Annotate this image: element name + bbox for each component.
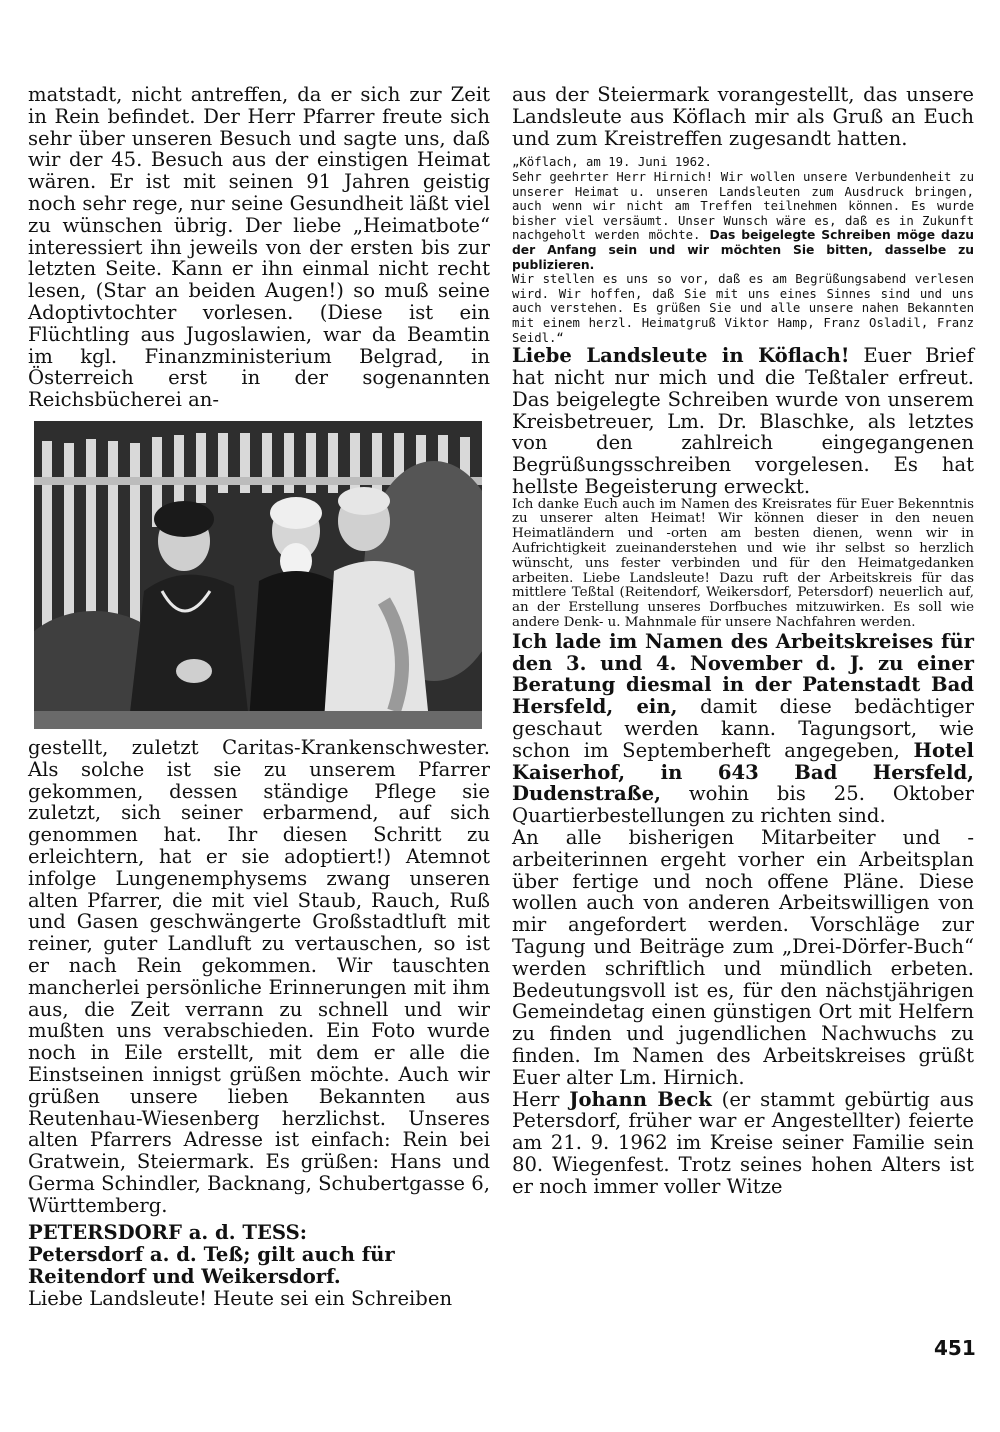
birthday-text: (er stammt gebürtig aus Petersdorf, früher war er Angestellter) feierte am 21. 9. 1962 im Kreise seiner Familie sein 80. Wiegenfest. Trotz seines hohen Alters ist er noch immer voller Witze [512,1087,974,1198]
letter-body [512,170,974,272]
letter-text: Sehr geehrter Herr Hirnich! Wir wollen unsere Verbundenheit zu unserer Heimat u. unseren Landsleuten zum Ausdruck bringen, auch wenn wir nicht am Treffen teilnehmen können. Es wurde bisher viel versäumt. Unser Wunsch wäre es, daß es in Zukunft nachgeholt werden möchte. [512,169,974,243]
thanks-paragraph: Ich danke Euch auch im Namen des Kreisrates für Euer Bekenntnis zu unserer alten Heimat! Wir können dieser in den neuen Heimatländern und -orten am besten dienen, wenn wir in Aufrichtigkeit zueinanderstehen und wie ihr selbst so herzlich wünscht, uns fester verbinden und für den Heimatgedanken arbeiten. Liebe Landsleute! Dazu ruft der Arbeitskreis für das mittlere Teßtal (Reitendorf, Weikersdorf, Petersdorf) neuerlich auf, an der Erstellung unseres Dorfbuches mitzuwirken. Es soll wie andere Denk- u. Mahnmale für unsere Nachfahren werden. [512,496,974,631]
reply-text: Euer Brief hat nicht nur mich und die Teßtaler erfreut. Das beigelegte Schreiben wurde von unserem Kreisbetreuer, Lm. Dr. Blaschke, als letztes von den zahlreich eingegangenen Begrüßungsschreiben vorgelesen. Es hat hellste Begeisterung erweckt. [512,344,974,498]
hotel-address: Hotel Kaiserhof, in 643 Bad Hersfeld, Dudenstraße, [512,738,974,806]
letter-date: „Köflach, am 19. Juni 1962. [512,155,712,170]
letter-bold-text: Das beigelegte Schreiben möge dazu der Anfang sein und wir möchten Sie bitten, dasselbe zu publizieren. [512,228,975,272]
photo-three-people [34,421,482,729]
left-paragraph-2: gestellt, zuletzt Caritas-Krankenschwester. Als solche ist sie zu unserem Pfarrer gekommen, dessen ständige Pflege sie zuletzt, sich seiner erbarmend, auf sich genommen hat. Ihr diesen Schritt zu erleichtern, hat er sie adoptiert!) Atemnot infolge Lungenemphysems zwang unseren alten Pfarrer, die mit viel Staub, Rauch, Ruß und Gasen geschwängerte Großstadtluft mit reiner, guter Landluft zu vertauschen, so ist er nach Rein gekommen. Wir tauschten mancherlei persönliche Erinnerungen mit ihm aus, die Zeit verrann zu schnell und wir mußten uns verabschieden. Ein Foto wurde noch in Eile erstellt, mit dem er alle die Einstseinen innigst grüßen möchte. Auch wir grüßen unsere lieben Bekannten aus Reutenhau-Wiesenberg herzlichst. Unseres alten Pfarrers Adresse ist einfach: Rein bei Gratwein, Steiermark. Es grüßen: Hans und Germa Schindler, Backnang, Schubertgasse 6, Württemberg. [28,735,490,1217]
section-subheading: Petersdorf a. d. Teß; gilt auch für Reitendorf und Weikersdorf. [28,1243,395,1289]
left-column [28,84,490,1310]
reply-paragraph [512,345,974,498]
invite-bold-text: Ich lade im Namen des Arbeitskreises für den 3. und 4. November d. J. zu einer Beratung diesmal in der Patenstadt Bad Hersfeld, ein, [512,629,974,719]
section-heading-petersdorf: PETERSDORF a. d. TESS: [28,1221,307,1245]
invite-paragraph [512,631,974,827]
invite-text: damit diese bedächtiger geschaut werden kann. Tagungsort, wie schon im Septemberheft angegeben, [512,695,974,762]
birthday-name: Johann Beck [569,1087,712,1111]
letter-body-2: Wir stellen es uns so vor, daß es am Begrüßungsabend verlesen wird. Wir hoffen, daß Sie mit uns eines Sinnes sind und uns auch verstehen. Es grüßen Sie und alle unsere nahen Bekannten mit einem herzl. Heimatgruß Viktor Hamp, Franz Osladil, Franz Seidl.“ [512,272,974,345]
right-column [512,84,974,1198]
left-paragraph-3: Liebe Landsleute! Heute sei ein Schreiben [28,1287,453,1311]
reply-greeting: Liebe Landsleute in Köflach! [512,344,850,368]
right-paragraph-1: aus der Steiermark vorangestellt, das unsere Landsleute aus Köflach mir als Gruß an Euch und zum Kreistreffen zugesandt hatten. [512,83,974,150]
page-number: 451 [934,1336,976,1360]
left-paragraph-1: matstadt, nicht antreffen, da er sich zur Zeit in Rein befindet. Der Herr Pfarrer freute sich sehr über unseren Besuch und sagte uns, daß wir der 45. Besuch aus der einstigen Heimat wären. Er ist mit seinen 91 Jahren geistig noch sehr rege, nur seine Gesundheit läßt viel zu wünschen übrig. Der liebe „Heimatbote“ interessiert ihn jeweils von der ersten bis zur letzten Seite. Kann er ihn einmal nicht recht lesen, (Star an beiden Augen!) so muß seine Adoptivtochter vorlesen. (Diese ist ein Flüchtling aus Jugoslawien, war da Beamtin im kgl. Finanzministerium Belgrad, in Österreich erst in der sogenannten Reichsbücherei an- [28,83,490,412]
photo-image [34,421,482,729]
collaborators-paragraph: An alle bisherigen Mitarbeiter und -arbeiterinnen ergeht vorher ein Arbeitsplan über fertige und noch offene Pläne. Diese wollen auch von anderen Arbeitswilligen von mir angefordert werden. Vorschläge zur Tagung und Beiträge zum „Drei-Dörfer-Buch“ werden schriftlich und mündlich erbeten. Bedeutungsvoll ist es, für den nächstjährigen Gemeindetag einen günstigen Ort mit Helfern zu finden und jugendlichen Nachwuchs zu finden. Im Namen des Arbeitskreises grüßt Euer alter Lm. Hirnich. [512,826,974,1089]
invite-end-text: wohin bis 25. Oktober Quartierbestellungen zu richten sind. [512,782,974,828]
birthday-paragraph [512,1089,974,1198]
birthday-pre: Herr [512,1087,570,1111]
